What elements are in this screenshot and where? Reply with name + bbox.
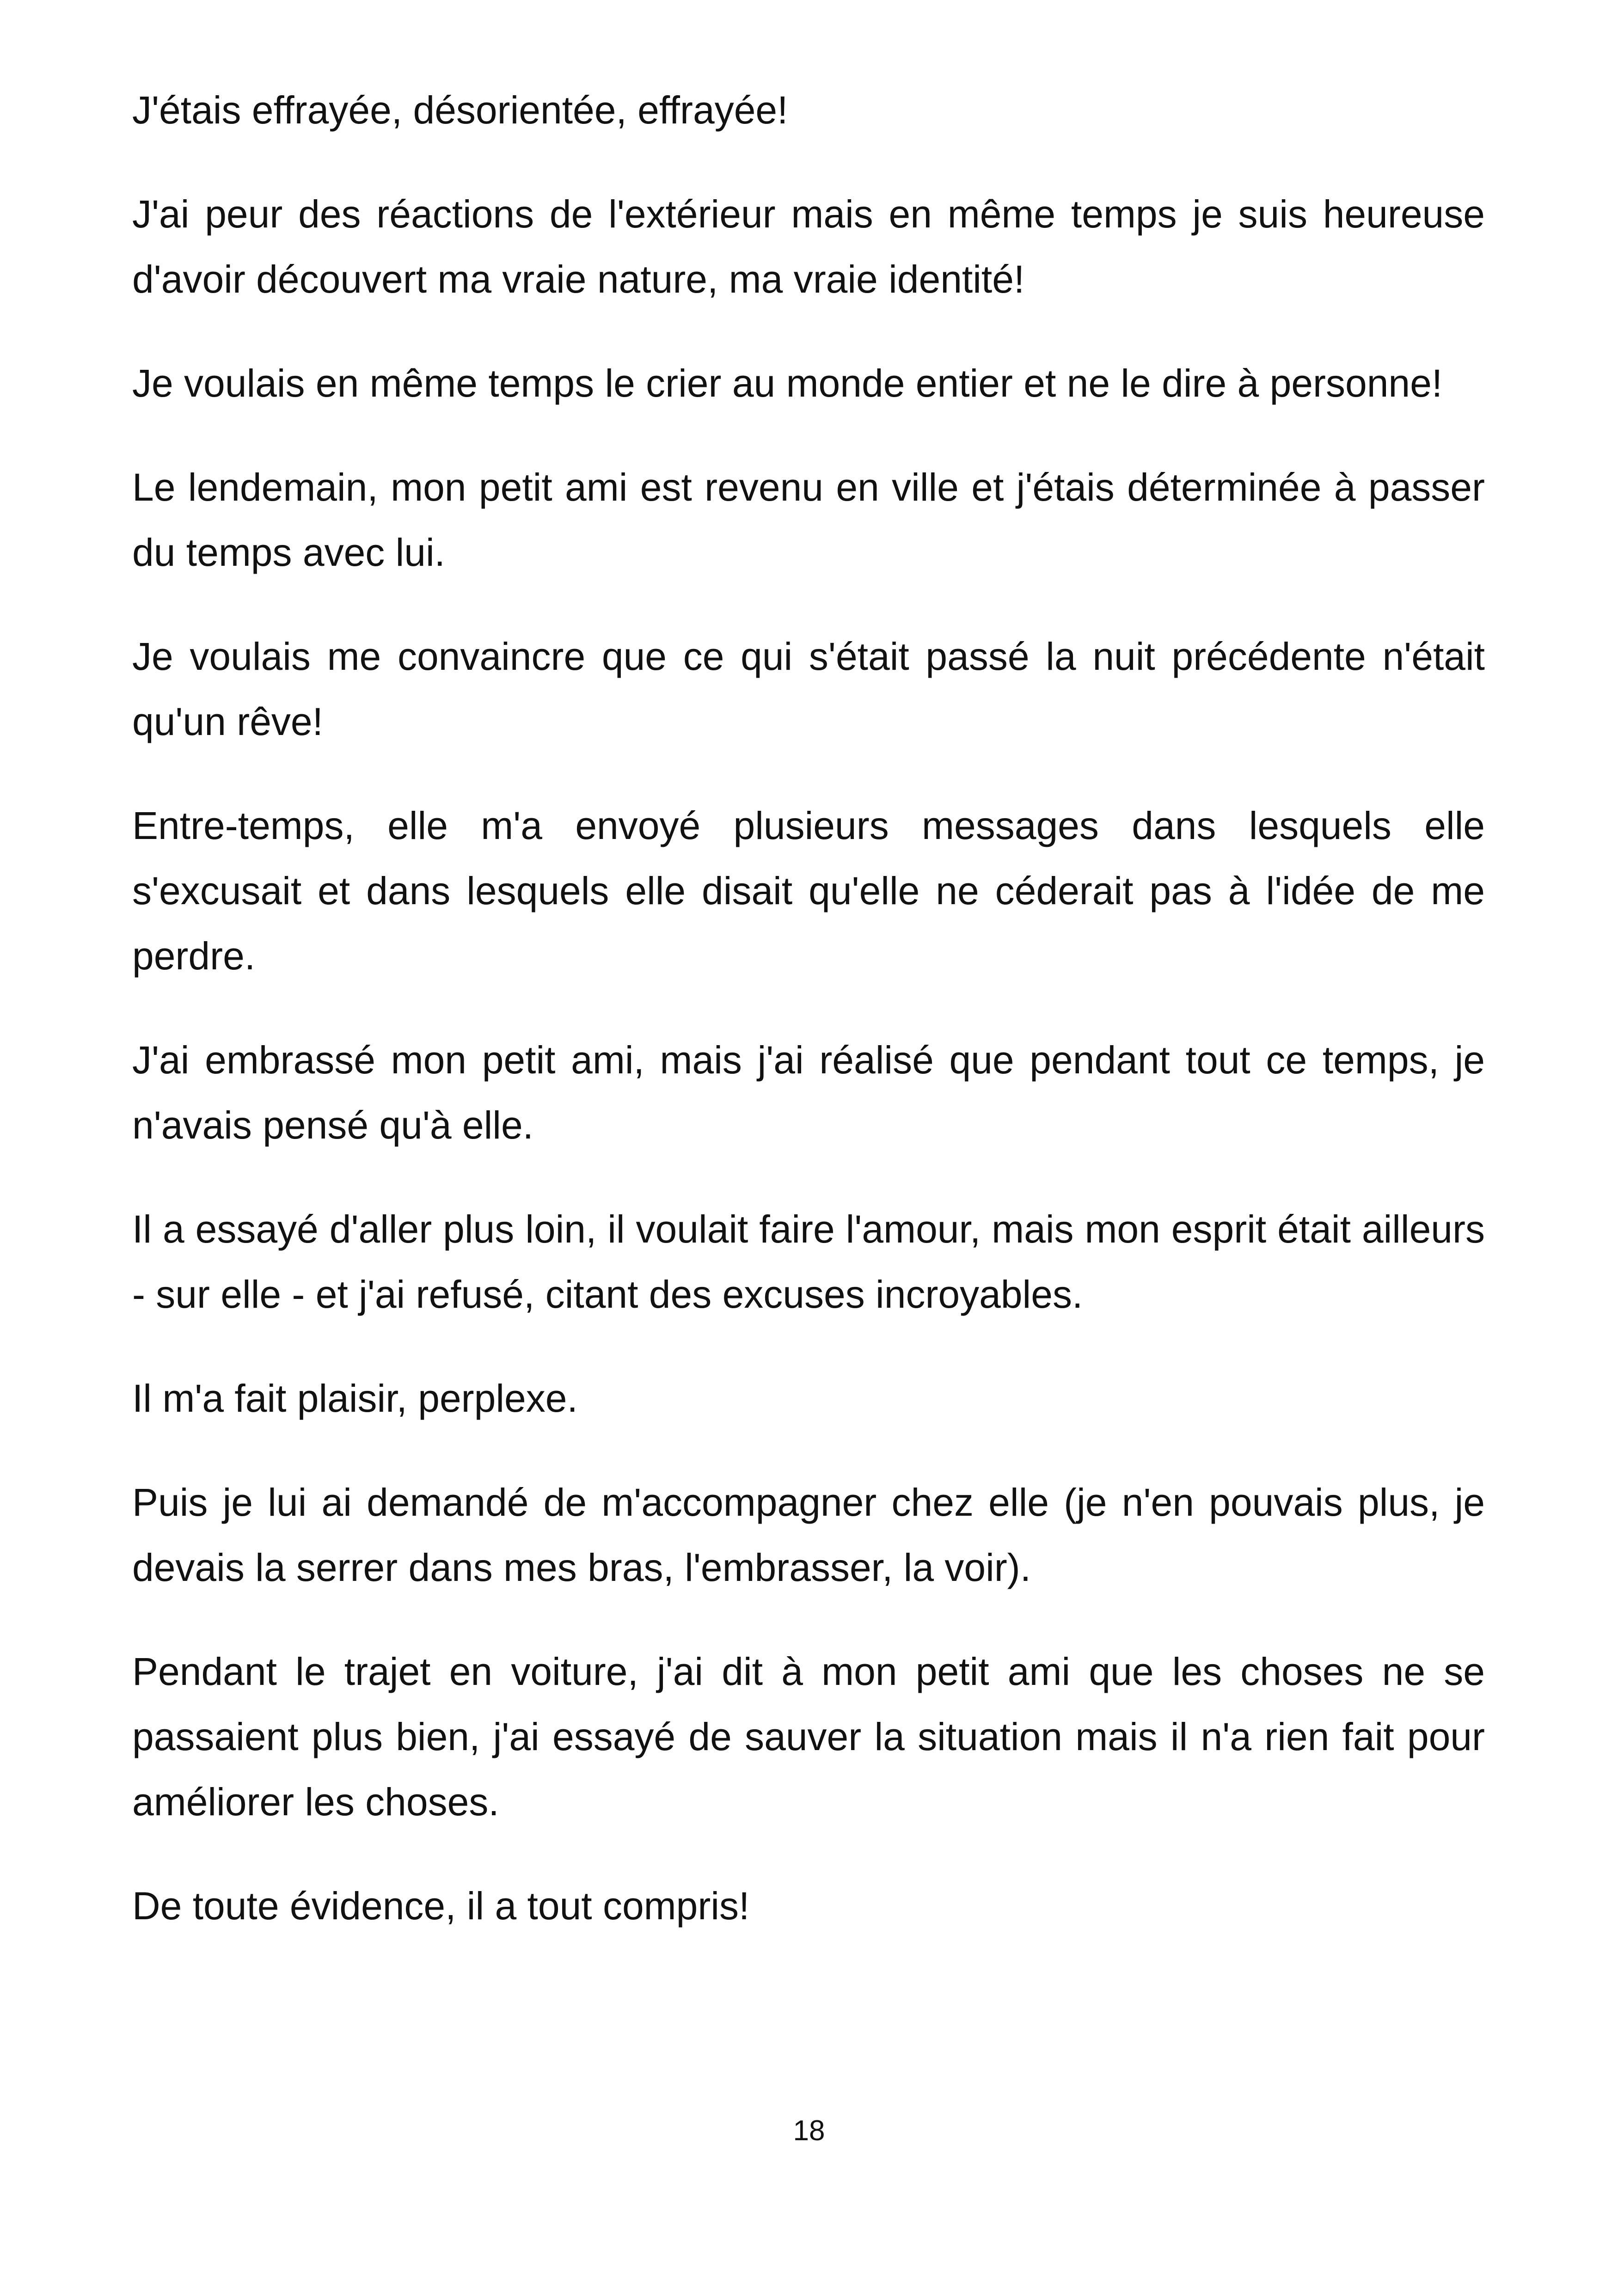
paragraph: Je voulais me convaincre que ce qui s'était passé la nuit précédente n'était qu'un rêve! [132,635,1485,743]
paragraph: De toute évidence, il a tout compris! [132,1884,750,1928]
paragraph: Entre-temps, elle m'a envoyé plusieurs messages dans lesquels elle s'excusait et dans lesquels elle disait qu'elle ne céderait pas à l'idée de me perdre. [132,804,1485,978]
paragraph: Il m'a fait plaisir, perplexe. [132,1377,578,1420]
paragraph: J'ai embrassé mon petit ami, mais j'ai réalisé que pendant tout ce temps, je n'avais pensé qu'à elle. [132,1038,1485,1147]
paragraph: Pendant le trajet en voiture, j'ai dit à mon petit ami que les choses ne se passaient plus bien, j'ai essayé de sauver la situation mais il n'a rien fait pour améliorer les choses. [132,1650,1485,1824]
page-number: 18 [793,2115,825,2147]
paragraph: Je voulais en même temps le crier au monde entier et ne le dire à personne! [132,361,1443,405]
paragraph: Il a essayé d'aller plus loin, il voulait faire l'amour, mais mon esprit était ailleurs - sur elle - et j'ai refusé, citant des excuses incroyables. [132,1207,1485,1316]
paragraph: J'ai peur des réactions de l'extérieur mais en même temps je suis heureuse d'avoir découvert ma vraie nature, ma vraie identité! [132,192,1485,301]
paragraph: Puis je lui ai demandé de m'accompagner chez elle (je n'en pouvais plus, je devais la serrer dans mes bras, l'embrasser, la voir). [132,1481,1485,1589]
paragraph: Le lendemain, mon petit ami est revenu en ville et j'étais déterminée à passer du temps avec lui. [132,465,1485,574]
paragraph: J'étais effrayée, désorientée, effrayée! [132,88,788,132]
body-text [132,78,1485,1978]
